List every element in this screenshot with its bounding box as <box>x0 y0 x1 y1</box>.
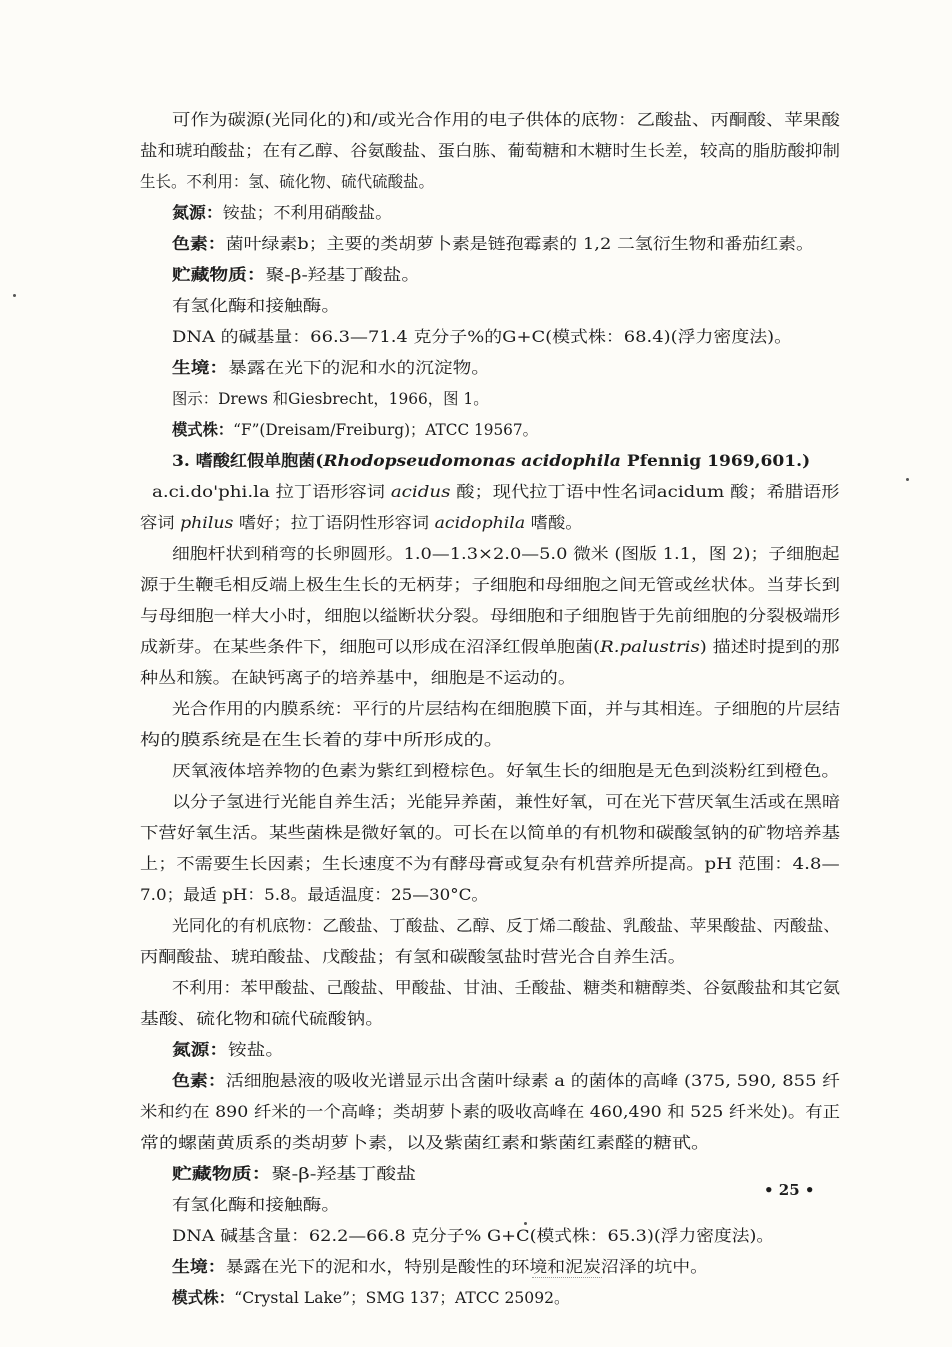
text-segment: a.ci.do'phi.la 拉丁语形容词 <box>152 482 391 501</box>
text-line <box>0 879 952 911</box>
text-line <box>0 786 952 818</box>
text-segment: 活细胞悬液的吸收光谱显示出含菌叶绿素 a 的菌体的高峰 (375, 590, 855 纤 <box>225 1071 841 1090</box>
text-segment: 有氢化酶和接触酶。 <box>172 1195 341 1214</box>
field-label: 模式株： <box>172 420 234 439</box>
text-segment: 与母细胞一样大小时，细胞以缢断状分裂。母细胞和子细胞皆于先前细胞的分裂极端形 <box>140 606 841 625</box>
text-line <box>0 600 952 632</box>
text-segment: 暴露在光下的泥和水的沉淀物。 <box>228 358 491 377</box>
text-segment: 生长。不利用：氢、硫化物、硫代硫酸盐。 <box>140 172 435 191</box>
text-segment: 上；不需要生长因素；生长速度不为有酵母膏或复杂有机营养所提高。pH 范围：4.8— <box>140 854 840 873</box>
text-segment: 细胞杆状到稍弯的长卵圆形。1.0—1.3×2.0—5.0 微米 (图版 1.1，图 2)；子细胞起 <box>172 544 840 563</box>
text-line <box>0 662 952 694</box>
text-segment: 米和约在 890 纤米的一个高峰；类胡萝卜素的吸收高峰在 460,490 和 525 纤米处)。有正 <box>140 1102 841 1121</box>
text-line <box>0 972 952 1004</box>
text-segment: 嗜酸。 <box>525 513 583 532</box>
text-line <box>0 817 952 849</box>
text-segment: 7.0；最适 pH：5.8。最适温度：25—30°C。 <box>140 885 489 904</box>
text-segment: 暴露在光下的泥和水，特别是酸性的环境和泥炭沼泽的坑中。 <box>225 1257 709 1276</box>
scan-speck <box>13 294 16 297</box>
latin-name: philus <box>180 513 234 532</box>
text-line <box>0 321 952 353</box>
text-segment: 光同化的有机底物：乙酸盐、丁酸盐、乙醇、反丁烯二酸盐、乳酸盐、苹果酸盐、丙酸盐、 <box>172 916 840 935</box>
text-line <box>0 538 952 570</box>
text-line <box>0 1127 952 1159</box>
text-line <box>0 507 952 539</box>
text-segment: “Crystal Lake”；SMG 137；ATCC 25092。 <box>234 1288 570 1307</box>
text-line <box>0 166 952 198</box>
field-label: 贮藏物质： <box>172 265 266 284</box>
text-segment: 聚-β-羟基丁酸盐 <box>271 1164 417 1183</box>
text-segment: 下营好氧生活。某些菌株是微好氧的。可长在以简单的有机物和碳酸氢钠的矿物培养基 <box>140 823 841 842</box>
text-line <box>0 290 952 322</box>
text-line <box>0 445 952 477</box>
latin-name: acidus <box>390 482 451 501</box>
text-line <box>0 848 952 880</box>
text-segment: 聚-β-羟基丁酸盐。 <box>265 265 421 284</box>
text-line <box>0 941 952 973</box>
text-segment: 丙酮酸盐、琥珀酸盐、戊酸盐；有氢和碳酸氢盐时营光合自养生活。 <box>140 947 687 966</box>
text-segment: “F”(Dreisam/Freiburg)；ATCC 19567。 <box>233 420 538 439</box>
text-line <box>0 755 952 787</box>
text-segment: 基酸、硫化物和硫代硫酸钠。 <box>140 1009 385 1028</box>
text-line <box>0 383 952 415</box>
text-line <box>0 352 952 384</box>
text-segment: 菌叶绿素b；主要的类胡萝卜素是链孢霉素的 1,2 二氢衍生物和番茄红素。 <box>225 234 814 253</box>
text-segment: 铵盐；不利用硝酸盐。 <box>222 203 393 222</box>
text-segment: 有氢化酶和接触酶。 <box>172 296 341 315</box>
text-segment: Pfennig 1969,601.) <box>620 451 811 470</box>
field-label: 模式株： <box>172 1288 235 1307</box>
text-line <box>0 1220 952 1252</box>
page-number: • 25 • <box>764 1181 815 1199</box>
text-segment: 容词 <box>140 513 181 532</box>
text-line <box>0 228 952 260</box>
text-line <box>0 197 952 229</box>
text-line <box>0 693 952 725</box>
text-segment: 嗜好；拉丁语阴性形容词 <box>233 513 435 532</box>
text-line <box>0 1034 952 1066</box>
text-segment: ) 描述时提到的那 <box>699 637 840 656</box>
field-label: 贮藏物质： <box>172 1164 272 1183</box>
text-segment: 图示：Drews 和Giesbrecht，1966，图 1。 <box>172 389 489 408</box>
text-line <box>0 1251 952 1283</box>
text-segment: 种丛和簇。在缺钙离子的培养基中，细胞是不运动的。 <box>140 668 577 687</box>
scan-dotted-mark <box>532 1277 602 1280</box>
text-segment: 盐和琥珀酸盐；在有乙醇、谷氨酸盐、蛋白胨、葡萄糖和木糖时生长差，较高的脂肪酸抑制 <box>140 141 841 160</box>
text-segment: 光合作用的内膜系统：平行的片层结构在细胞膜下面，并与其相连。子细胞的片层结 <box>172 699 841 718</box>
field-label: 氮源： <box>172 1040 229 1059</box>
text-segment: 常的螺菌黄质系的类胡萝卜素，以及紫菌红素和紫菌红素醛的糖甙。 <box>140 1133 711 1152</box>
field-label: 色素： <box>172 1071 226 1090</box>
text-segment: 3. 嗜酸红假单胞菌( <box>172 451 324 470</box>
field-label: 氮源： <box>172 203 223 222</box>
text-segment: DNA 的碱基量：66.3—71.4 克分子%的G+C(模式株：68.4)(浮力密度法)。 <box>172 327 793 346</box>
latin-name: R.palustris <box>600 637 700 656</box>
latin-name: Rhodopseudomonas acidophila <box>323 451 621 470</box>
text-segment: 源于生鞭毛相反端上极生生长的无柄芽；子细胞和母细胞之间无管或丝状体。当芽长到 <box>140 575 841 594</box>
text-line <box>0 104 952 136</box>
text-segment: 以分子氢进行光能自养生活；光能异养菌，兼性好氧，可在光下营厌氧生活或在黑暗 <box>172 792 841 811</box>
text-segment: 铵盐。 <box>228 1040 285 1059</box>
scan-speck <box>906 478 909 481</box>
text-line <box>0 259 952 291</box>
text-segment: 构的膜系统是在生长着的芽中所形成的。 <box>140 730 505 749</box>
text-line <box>0 631 952 663</box>
field-label: 色素： <box>172 234 226 253</box>
text-line <box>0 724 952 756</box>
text-line <box>0 1282 952 1314</box>
text-segment: 可作为碳源(光同化的)和/或光合作用的电子供体的底物：乙酸盐、丙酮酸、苹果酸 <box>172 110 840 129</box>
text-segment: 酸；现代拉丁语中性名词acidum 酸；希腊语形 <box>450 482 840 501</box>
text-line <box>0 1065 952 1097</box>
text-segment: DNA 碱基含量：62.2—66.8 克分子% G+C(模式株：65.3)(浮力密度法)。 <box>172 1226 775 1245</box>
text-line <box>0 1096 952 1128</box>
text-segment: 不利用：苯甲酸盐、己酸盐、甲酸盐、甘油、壬酸盐、糖类和糖醇类、谷氨酸盐和其它氨 <box>172 978 841 997</box>
field-label: 生境： <box>172 358 229 377</box>
text-segment: 成新芽。在某些条件下，细胞可以形成在沼泽红假单胞菌( <box>140 637 601 656</box>
text-line <box>0 569 952 601</box>
scan-speck <box>524 1222 527 1225</box>
text-line <box>0 414 952 446</box>
text-line <box>0 1003 952 1035</box>
text-segment: 厌氧液体培养物的色素为紫红到橙棕色。好氧生长的细胞是无色到淡粉红到橙色。 <box>172 761 841 780</box>
text-line <box>0 135 952 167</box>
text-line <box>0 476 952 508</box>
text-line <box>0 910 952 942</box>
field-label: 生境： <box>172 1257 226 1276</box>
latin-name: acidophila <box>434 513 526 532</box>
